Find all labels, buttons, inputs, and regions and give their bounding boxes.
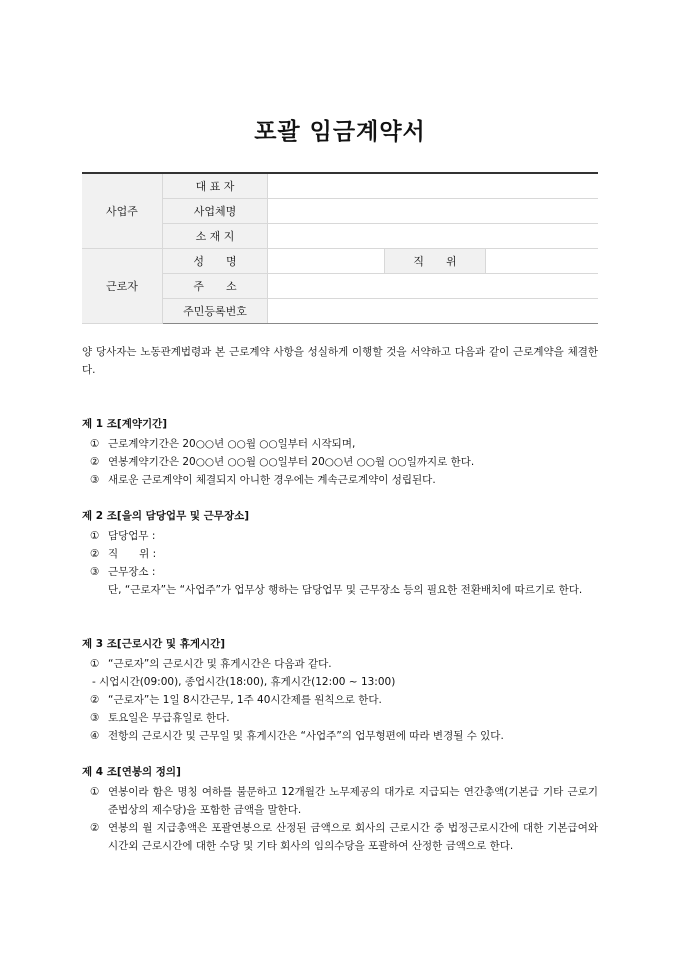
article-item: ① 근로계약기간은 20○○년 ○○월 ○○일부터 시작되며, <box>90 438 356 450</box>
position-label: 직 위 <box>385 249 486 274</box>
article-item: ④ 전항의 근로시간 및 근무일 및 휴게시간은 “사업주”의 업무형편에 따라 변경될 수 있다. <box>90 730 504 742</box>
article-item: ③ 새로운 근로계약이 체결되지 아니한 경우에는 계속근로계약이 성립된다. <box>90 474 436 486</box>
article-item: ② “근로자”는 1일 8시간근무, 1주 40시간제를 원칙으로 한다. <box>90 694 382 706</box>
article-item: ③ 근무장소 : <box>90 566 156 578</box>
name-value[interactable] <box>268 249 385 274</box>
article-title: 제 2 조[을의 담당업무 및 근무장소] <box>82 510 250 522</box>
article-1 <box>82 416 598 489</box>
representative-value[interactable] <box>268 173 599 199</box>
resident-number-label: 주민등록번호 <box>163 299 268 324</box>
article-item: ③ 토요일은 무급휴일로 한다. <box>90 712 230 724</box>
name-label: 성 명 <box>163 249 268 274</box>
position-value[interactable] <box>486 249 599 274</box>
article-3 <box>82 636 598 745</box>
article-item: ① 담당업무 : <box>90 530 156 542</box>
address-value[interactable] <box>268 224 599 249</box>
resident-number-value[interactable] <box>268 299 599 324</box>
article-item: ① 연봉이라 함은 명칭 여하를 불문하고 12개월간 노무제공의 대가로 지급되는 연간총액(기본급 기타 근로기준법상의 제수당)을 포함한 금액을 말한다. <box>90 786 598 816</box>
article-item: ① “근로자”의 근로시간 및 휴게시간은 다음과 같다. <box>90 658 332 670</box>
employer-group-label: 사업주 <box>82 173 163 249</box>
article-title: 제 4 조[연봉의 정의] <box>82 766 181 778</box>
article-title: 제 1 조[계약기간] <box>82 418 168 430</box>
article-2 <box>82 508 598 599</box>
article-item: - 시업시간(09:00), 종업시간(18:00), 휴게시간(12:00 ~ 13:00) <box>92 676 396 688</box>
business-name-value[interactable] <box>268 199 599 224</box>
employee-group-label: 근로자 <box>82 249 163 324</box>
article-note: 단, “근로자”는 “사업주”가 업무상 행하는 담당업무 및 근무장소 등의 필요한 전환배치에 따르기로 한다. <box>108 584 583 596</box>
party-info-table <box>82 172 598 324</box>
address-label: 소 재 지 <box>163 224 268 249</box>
article-title: 제 3 조[근로시간 및 휴게시간] <box>82 638 226 650</box>
article-item: ② 직 위 : <box>90 548 157 560</box>
home-address-value[interactable] <box>268 274 599 299</box>
article-item: ② 연봉의 월 지급총액은 포괄연봉으로 산정된 금액으로 회사의 근로시간 중 법정근로시간에 대한 기본급여와 시간외 근로시간에 대한 수당 및 기타 회사의 임의수당을 포괄하여 산정한 금액으로 한다. <box>90 822 598 852</box>
article-4 <box>82 764 598 855</box>
home-address-label: 주 소 <box>163 274 268 299</box>
article-item: ② 연봉계약기간은 20○○년 ○○월 ○○일부터 20○○년 ○○월 ○○일까지로 한다. <box>90 456 475 468</box>
document-title: 포괄 임금계약서 <box>254 119 426 145</box>
business-name-label: 사업체명 <box>163 199 268 224</box>
representative-label: 대 표 자 <box>163 173 268 199</box>
intro-paragraph: 양 당사자는 노동관계법령과 본 근로계약 사항을 성실하게 이행할 것을 서약하고 다음과 같이 근로계약을 체결한다. <box>82 346 598 376</box>
